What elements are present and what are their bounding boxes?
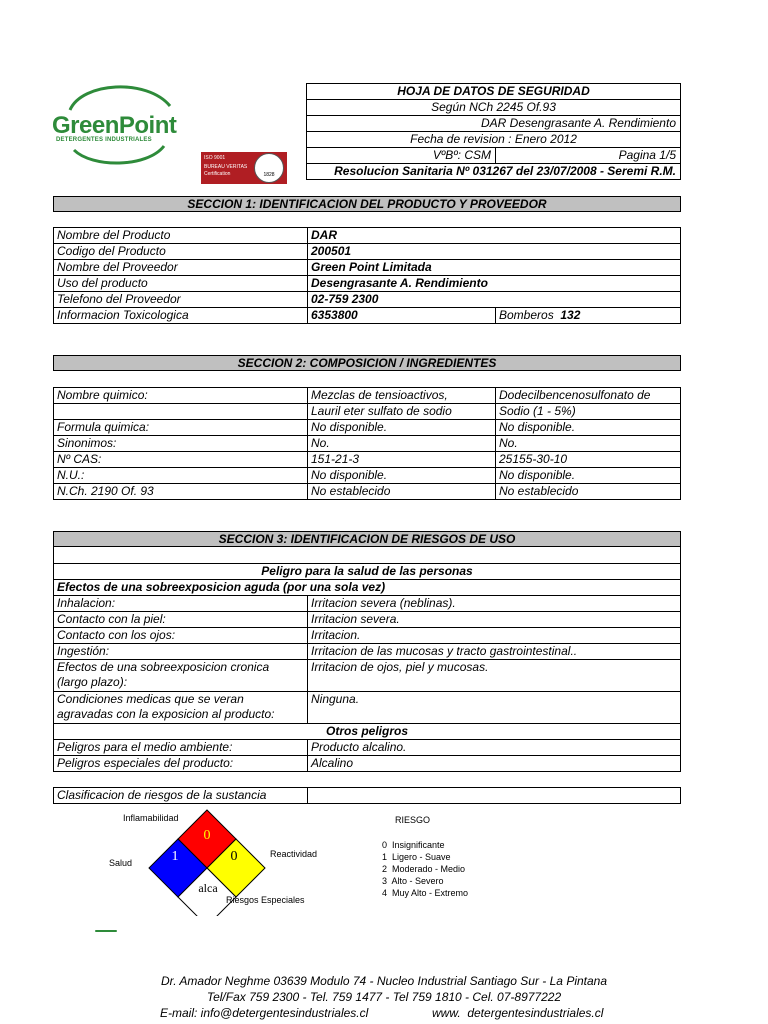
cell: Formula quimica: (54, 420, 308, 436)
table-row (54, 692, 681, 724)
riesgo-level: 3 Alto - Severo (382, 876, 444, 886)
cell: Nº CAS: (54, 452, 308, 468)
cell: Sinonimos: (54, 436, 308, 452)
conditions-label-line-1: Condiciones medicas que se veran (57, 692, 244, 706)
logo-text-point: Point (118, 112, 177, 139)
conditions-label (54, 692, 308, 724)
health-hazard-title: Peligro para la salud de las personas (54, 564, 681, 580)
riesgo-level: 1 Ligero - Suave (382, 852, 451, 862)
table-row (54, 484, 681, 500)
cell: N.U.: (54, 468, 308, 484)
conditions-value: Ninguna. (308, 692, 681, 724)
cell: Irritacion. (308, 628, 681, 644)
table-row (54, 468, 681, 484)
cell: Irritacion severa. (308, 612, 681, 628)
row-value: 200501 (308, 244, 681, 260)
cell: Nombre quimico: (54, 388, 308, 404)
riesgo-level: 2 Moderado - Medio (382, 864, 466, 874)
table-row (54, 420, 681, 436)
table-row (54, 740, 681, 756)
tox-value: 6353800 (308, 308, 496, 324)
nfpa-flammability-label: Inflamabilidad (123, 813, 179, 823)
classification-table (53, 787, 681, 804)
row-value: DAR (308, 228, 681, 244)
nfpa-health-value: 1 (171, 849, 179, 864)
row-label: Telefono del Proveedor (54, 292, 308, 308)
header-product: DAR Desengrasante A. Rendimiento (307, 116, 681, 132)
page-number: Pagina 1/5 (496, 148, 681, 164)
document-title: HOJA DE DATOS DE SEGURIDAD (307, 84, 681, 100)
bomberos-value: 132 (560, 308, 581, 322)
cell: Contacto con los ojos: (54, 628, 308, 644)
resolucion: Resolucion Sanitaria Nº 031267 del 23/07/2008 - Seremi R.M. (307, 164, 681, 180)
table-row (54, 388, 681, 404)
section-3-title: SECCION 3: IDENTIFICACION DE RIESGOS DE USO (53, 531, 681, 547)
bureau-veritas-seal-icon (254, 153, 284, 183)
cell: No establecido (308, 484, 496, 500)
row-value: Desengrasante A. Rendimiento (308, 276, 681, 292)
cell: Lauril eter sulfato de sodio (308, 404, 496, 420)
bomberos-label: Bomberos (499, 308, 554, 322)
cell: No disponible. (308, 468, 496, 484)
company-logo (52, 80, 187, 165)
section-1-title: SECCION 1: IDENTIFICACION DEL PRODUCTO Y PROVEEDOR (53, 196, 681, 212)
cert-line-1: ISO 9001 (204, 155, 226, 161)
cell: No disponible. (496, 468, 681, 484)
cell: N.Ch. 2190 Of. 93 (54, 484, 308, 500)
cert-line-2: BUREAU VERITAS (204, 164, 248, 170)
table-row (54, 756, 681, 772)
green-mark-icon (95, 930, 117, 932)
nfpa-health-label: Salud (109, 858, 133, 868)
cell: No disponible. (496, 420, 681, 436)
section-2-table (53, 387, 681, 500)
section-3-table (53, 546, 681, 772)
vobo: VºBº: CSM (307, 148, 496, 164)
table-row (54, 644, 681, 660)
footer-address: Dr. Amador Neghme 03639 Modulo 74 - Nucleo Industrial Santiago Sur - La Pintana (160, 974, 608, 988)
revision-date: Fecha de revision : Enero 2012 (307, 132, 681, 148)
cell: Peligros especiales del producto: (54, 756, 308, 772)
cell: Irritacion de las mucosas y tracto gastrointestinal.. (308, 644, 681, 660)
certification-badge (201, 152, 287, 184)
tox-label: Informacion Toxicologica (54, 308, 308, 324)
table-row (54, 276, 681, 292)
cell: Irritacion severa (neblinas). (308, 596, 681, 612)
conditions-label-line-2: agravadas con la exposicion al producto: (57, 707, 275, 721)
footer-website[interactable]: www. detergentesindustriales.cl (432, 1006, 604, 1020)
cell: Alcalino (308, 756, 681, 772)
cell: Producto alcalino. (308, 740, 681, 756)
table-row (54, 596, 681, 612)
cell: No. (308, 436, 496, 452)
cert-line-3: Certification (204, 171, 231, 177)
cell: Inhalacion: (54, 596, 308, 612)
other-hazards-title: Otros peligros (54, 724, 681, 740)
blank-row (54, 547, 681, 564)
cell (54, 404, 308, 420)
row-label: Nombre del Producto (54, 228, 308, 244)
row-label: Nombre del Proveedor (54, 260, 308, 276)
table-row (54, 788, 681, 804)
row-value: 02-759 2300 (308, 292, 681, 308)
table-row (54, 452, 681, 468)
cell: Sodio (1 - 5%) (496, 404, 681, 420)
nfpa-reactivity-label: Reactividad (270, 849, 318, 859)
table-row (54, 292, 681, 308)
classification-label: Clasificacion de riesgos de la sustancia (54, 788, 308, 804)
table-row (54, 244, 681, 260)
nfpa-special-value: alca (198, 881, 218, 895)
chronic-label-line-2: (largo plazo): (57, 675, 128, 689)
row-label: Uso del producto (54, 276, 308, 292)
nfpa-special-label: Riesgos Especiales (226, 895, 305, 905)
table-row (54, 436, 681, 452)
acute-effects-title: Efectos de una sobreexposicion aguda (por una sola vez) (54, 580, 681, 596)
cell: 151-21-3 (308, 452, 496, 468)
document-header (306, 83, 681, 180)
cell (308, 788, 681, 804)
table-row (54, 308, 681, 324)
table-row (54, 404, 681, 420)
table-row (54, 660, 681, 692)
cell: 25155-30-10 (496, 452, 681, 468)
table-row (54, 260, 681, 276)
footer-email[interactable]: E-mail: info@detergentesindustriales.cl (160, 1006, 369, 1020)
riesgo-level: 4 Muy Alto - Extremo (382, 888, 469, 898)
cell: Ingestión: (54, 644, 308, 660)
cell: No establecido (496, 484, 681, 500)
section-2-title: SECCION 2: COMPOSICION / INGREDIENTES (53, 355, 681, 371)
row-value: Green Point Limitada (308, 260, 681, 276)
cell: Peligros para el medio ambiente: (54, 740, 308, 756)
logo-tagline: DETERGENTES INDUSTRIALES (56, 137, 152, 143)
chronic-label (54, 660, 308, 692)
riesgo-level: 0 Insignificante (382, 840, 445, 850)
chronic-label-line-1: Efectos de una sobreexposicion cronica (57, 660, 270, 674)
cell: No. (496, 436, 681, 452)
riesgo-legend (382, 839, 468, 899)
cell: Contacto con la piel: (54, 612, 308, 628)
riesgo-title: RIESGO (395, 815, 431, 825)
table-row (54, 628, 681, 644)
nfpa-flammability-value: 0 (203, 828, 211, 843)
table-row (54, 228, 681, 244)
logo-text-green: Green (52, 112, 119, 139)
footer-phones: Tel/Fax 759 2300 - Tel. 759 1477 - Tel 759 1810 - Cel. 07-8977222 (206, 990, 562, 1004)
chronic-value: Irritacion de ojos, piel y mucosas. (308, 660, 681, 692)
seal-year: 1828 (263, 172, 275, 178)
cell: Mezclas de tensioactivos, (308, 388, 496, 404)
nfpa-reactivity-value: 0 (230, 849, 238, 864)
norma: Según NCh 2245 Of.93 (307, 100, 681, 116)
cell: Dodecilbencenosulfonato de (496, 388, 681, 404)
table-row (54, 612, 681, 628)
row-label: Codigo del Producto (54, 244, 308, 260)
cell: No disponible. (308, 420, 496, 436)
section-1-table (53, 227, 681, 324)
